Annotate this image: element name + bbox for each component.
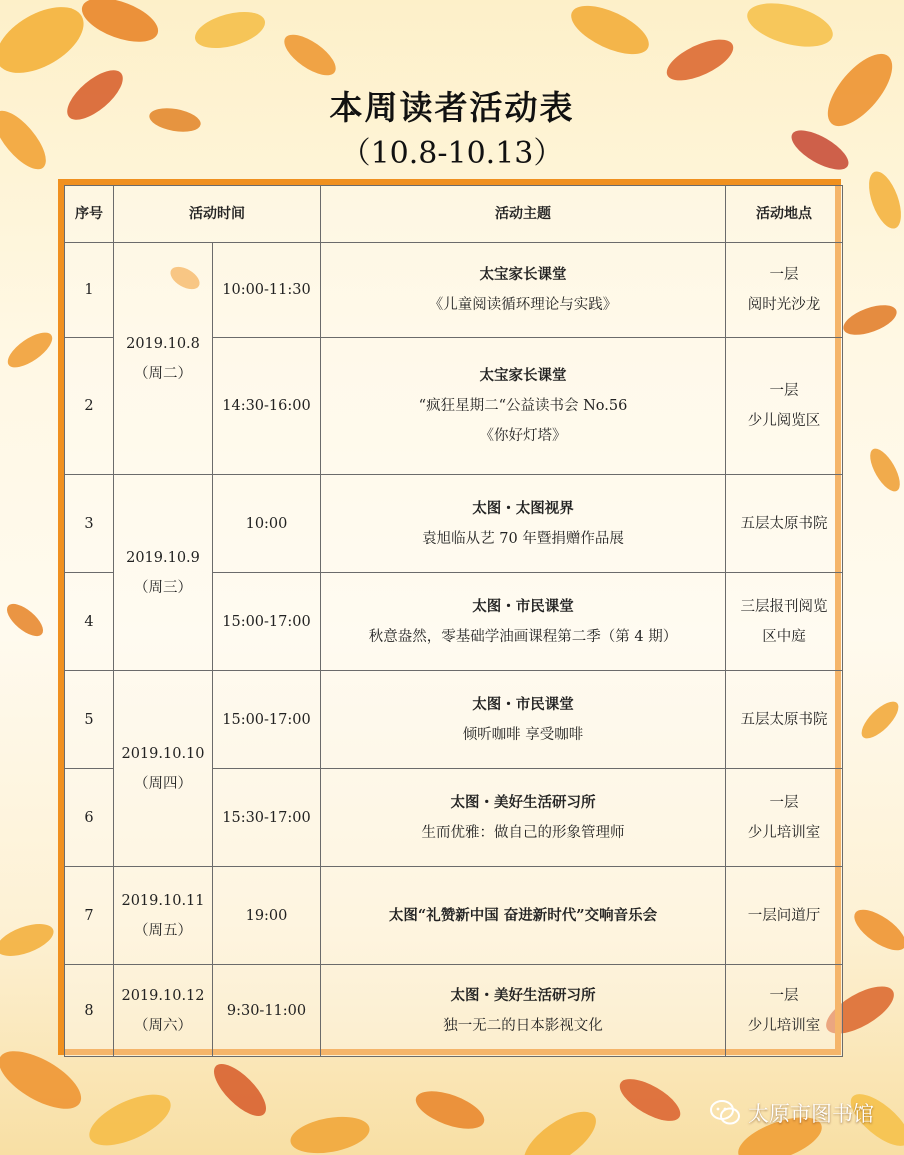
date-text: 2019.10.8 — [126, 335, 200, 352]
date-text: 2019.10.12 — [121, 987, 205, 1004]
topic-detail: 生而优雅：做自己的形象管理师 — [421, 824, 625, 841]
header-place: 活动地点 — [726, 186, 843, 243]
weekday-text: （周四） — [134, 775, 192, 792]
place-line: 一层 — [769, 794, 799, 811]
table-row — [65, 243, 843, 338]
topic-cell — [321, 573, 726, 671]
place-line: 区中庭 — [762, 628, 806, 645]
topic-title: 太图・太图视界 — [472, 499, 574, 517]
table-row — [65, 671, 843, 769]
page-title: 本周读者活动表 — [329, 88, 575, 127]
place-line: 三层报刊阅览 — [740, 598, 828, 615]
row-no: 8 — [65, 965, 114, 1057]
topic-title: 太宝家长课堂 — [479, 266, 567, 283]
topic-cell — [321, 671, 726, 769]
table-header-row — [65, 186, 843, 243]
header-no: 序号 — [65, 186, 114, 243]
topic-cell — [321, 769, 726, 867]
activity-table — [64, 185, 843, 1057]
table-row — [65, 867, 843, 965]
row-no: 2 — [65, 338, 114, 475]
weekday-text: （周五） — [134, 922, 192, 939]
place-line: 一层问道厅 — [747, 907, 821, 924]
place-line: 少儿阅览区 — [747, 413, 821, 429]
topic-title: 太图・美好生活研习所 — [450, 986, 596, 1004]
topic-cell — [321, 965, 726, 1057]
row-no: 7 — [65, 867, 114, 965]
table-row — [65, 965, 843, 1057]
date-cell — [114, 243, 213, 475]
time-cell: 15:30-17:00 — [213, 769, 321, 867]
time-cell: 9:30-11:00 — [213, 965, 321, 1057]
row-no: 1 — [65, 243, 114, 338]
date-text: 2019.10.9 — [126, 549, 200, 566]
place-line: 少儿培训室 — [747, 1017, 821, 1034]
topic-cell — [321, 867, 726, 965]
time-cell: 19:00 — [213, 867, 321, 965]
date-text: 2019.10.10 — [121, 745, 205, 762]
topic-detail: 《你好灯塔》 — [479, 428, 567, 444]
header-topic: 活动主题 — [321, 186, 726, 243]
topic-detail: 《儿童阅读循环理论与实践》 — [428, 297, 618, 313]
topic-detail: 独一无二的日本影视文化 — [443, 1017, 603, 1034]
row-no: 4 — [65, 573, 114, 671]
date-cell — [114, 965, 213, 1057]
topic-cell — [321, 243, 726, 338]
date-range-subtitle: （10.8-10.13） — [340, 136, 564, 171]
place-line: 阅时光沙龙 — [747, 297, 821, 313]
weekday-text: （周二） — [134, 365, 192, 382]
place-cell — [726, 769, 843, 867]
wechat-icon — [710, 1100, 740, 1126]
date-cell — [114, 475, 213, 671]
place-line: 五层太原书院 — [740, 711, 828, 728]
row-no: 6 — [65, 769, 114, 867]
row-no: 5 — [65, 671, 114, 769]
table-row — [65, 475, 843, 573]
topic-title: 太图・市民课堂 — [472, 695, 574, 713]
topic-detail: “疯狂星期二“公益读书会 No.56 — [418, 398, 628, 414]
row-no: 3 — [65, 475, 114, 573]
topic-title: 太图・美好生活研习所 — [450, 793, 596, 811]
date-text: 2019.10.11 — [121, 892, 205, 909]
place-cell — [726, 867, 843, 965]
topic-detail: 袁旭临从艺 70 年暨捐赠作品展 — [422, 530, 624, 547]
place-line: 五层太原书院 — [740, 515, 828, 532]
place-line: 少儿培训室 — [747, 824, 821, 841]
time-cell: 10:00-11:30 — [213, 243, 321, 338]
place-cell — [726, 243, 843, 338]
place-cell — [726, 338, 843, 475]
place-line: 一层 — [769, 383, 799, 399]
topic-title: 太宝家长课堂 — [479, 367, 567, 384]
header-time: 活动时间 — [114, 186, 321, 243]
weekday-text: （周六） — [134, 1017, 192, 1034]
wechat-account-watermark — [710, 1098, 874, 1128]
weekday-text: （周三） — [134, 579, 192, 596]
date-cell — [114, 867, 213, 965]
account-name: 太原市图书馆 — [748, 1102, 874, 1126]
topic-title: 太图“礼赞新中国 奋进新时代”交响音乐会 — [388, 906, 658, 924]
place-cell — [726, 671, 843, 769]
topic-cell — [321, 338, 726, 475]
place-cell — [726, 573, 843, 671]
time-cell: 15:00-17:00 — [213, 671, 321, 769]
topic-detail: 倾听咖啡 享受咖啡 — [462, 726, 584, 743]
place-line: 一层 — [769, 987, 799, 1004]
time-cell: 14:30-16:00 — [213, 338, 321, 475]
time-cell: 10:00 — [213, 475, 321, 573]
time-cell: 15:00-17:00 — [213, 573, 321, 671]
topic-detail: 秋意盎然，零基础学油画课程第二季（第 4 期） — [368, 628, 678, 645]
topic-cell — [321, 475, 726, 573]
place-line: 一层 — [769, 267, 799, 283]
date-cell — [114, 671, 213, 867]
place-cell — [726, 965, 843, 1057]
place-cell — [726, 475, 843, 573]
topic-title: 太图・市民课堂 — [472, 597, 574, 615]
